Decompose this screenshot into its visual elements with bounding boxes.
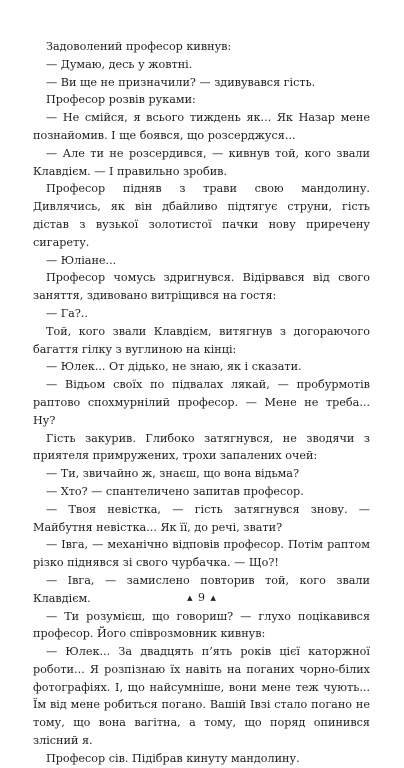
paragraph: — Але ти не розсердився, — кивнув той, кого звали Клавдієм. — І правильно зробив. bbox=[33, 146, 370, 178]
paragraph: — Івга, — механічно відповів професор. Потім раптом різко піднявся зі свого чурбачка. — Що?! bbox=[33, 538, 370, 570]
paragraph: — Юлек... От дідько, не знаю, як і сказати. bbox=[46, 360, 302, 374]
paragraph: Задоволений професор кивнув: bbox=[46, 40, 232, 53]
paragraph: Професор чомусь здригнувся. Відірвався від свого заняття, здивовано витріщився на гостя: bbox=[33, 271, 370, 303]
paragraph: — Хто? — спантеличено запитав професор. bbox=[46, 484, 304, 498]
paragraph: — Ти розумієш, що говориш? — глухо поцікавився професор. Його співрозмовник кивнув: bbox=[33, 609, 370, 641]
paragraph: — Твоя невістка, — гість затягнувся знову. — Майбутня невістка... Як її, до речі, звати? bbox=[33, 502, 370, 534]
ornament-left-icon: ▲ bbox=[187, 594, 194, 602]
paragraph: — Ви ще не призначили? — здивувався гість. bbox=[46, 75, 316, 89]
paragraph: — Га?.. bbox=[46, 306, 88, 320]
paragraph: Той, кого звали Клавдієм, витягнув з догораючого багаття гілку з вуглиною на кінці: bbox=[33, 324, 370, 356]
page-number: 9 bbox=[198, 591, 206, 604]
paragraph: Професор сів. Підібрав кинуту мандолину. bbox=[46, 751, 300, 765]
paragraph: — Відьом своїх по підвалах лякай, — пробурмотів раптово спохмурнілий професор. — Мене не треба... Ну? bbox=[33, 378, 370, 427]
paragraph: — Юліане... bbox=[46, 253, 117, 267]
paragraph: — Думаю, десь у жовтні. bbox=[46, 57, 193, 71]
paragraph: Професор розвів руками: bbox=[46, 93, 196, 107]
body-text bbox=[33, 38, 370, 768]
page-footer bbox=[0, 591, 404, 604]
ornament-right-icon: ▲ bbox=[210, 594, 217, 602]
paragraph: — Не смійся, я всього тиждень як... Як Назар мене познайомив. І ще боявся, що розсерджуся... bbox=[33, 111, 370, 142]
paragraph: — Юлек... За двадцять п’ять років цієї каторжної роботи... Я розпізнаю їх навіть на поганих чорно-білих фотографіях. І, що найсумніше, вони мене теж чують... Їм від мене робиться погано. Вашій Івзі стало погано не тому, що вона вагітна, а тому, що поряд опинився злісний я. bbox=[33, 645, 370, 748]
paragraph: — Івга, — замислено повторив той, кого звали Клавдієм. bbox=[33, 573, 370, 605]
paragraph: — Ти, звичайно ж, знаєш, що вона відьма? bbox=[46, 467, 299, 481]
paragraph: Гість закурив. Глибоко затягнувся, не зводячи з приятеля примружених, трохи запалених очей: bbox=[33, 431, 370, 463]
paragraph: Професор підняв з трави свою мандолину. Дивлячись, як він дбайливо підтягує струни, гість дістав з вузької золотистої пачки нову приречену сигарету. bbox=[33, 182, 370, 249]
